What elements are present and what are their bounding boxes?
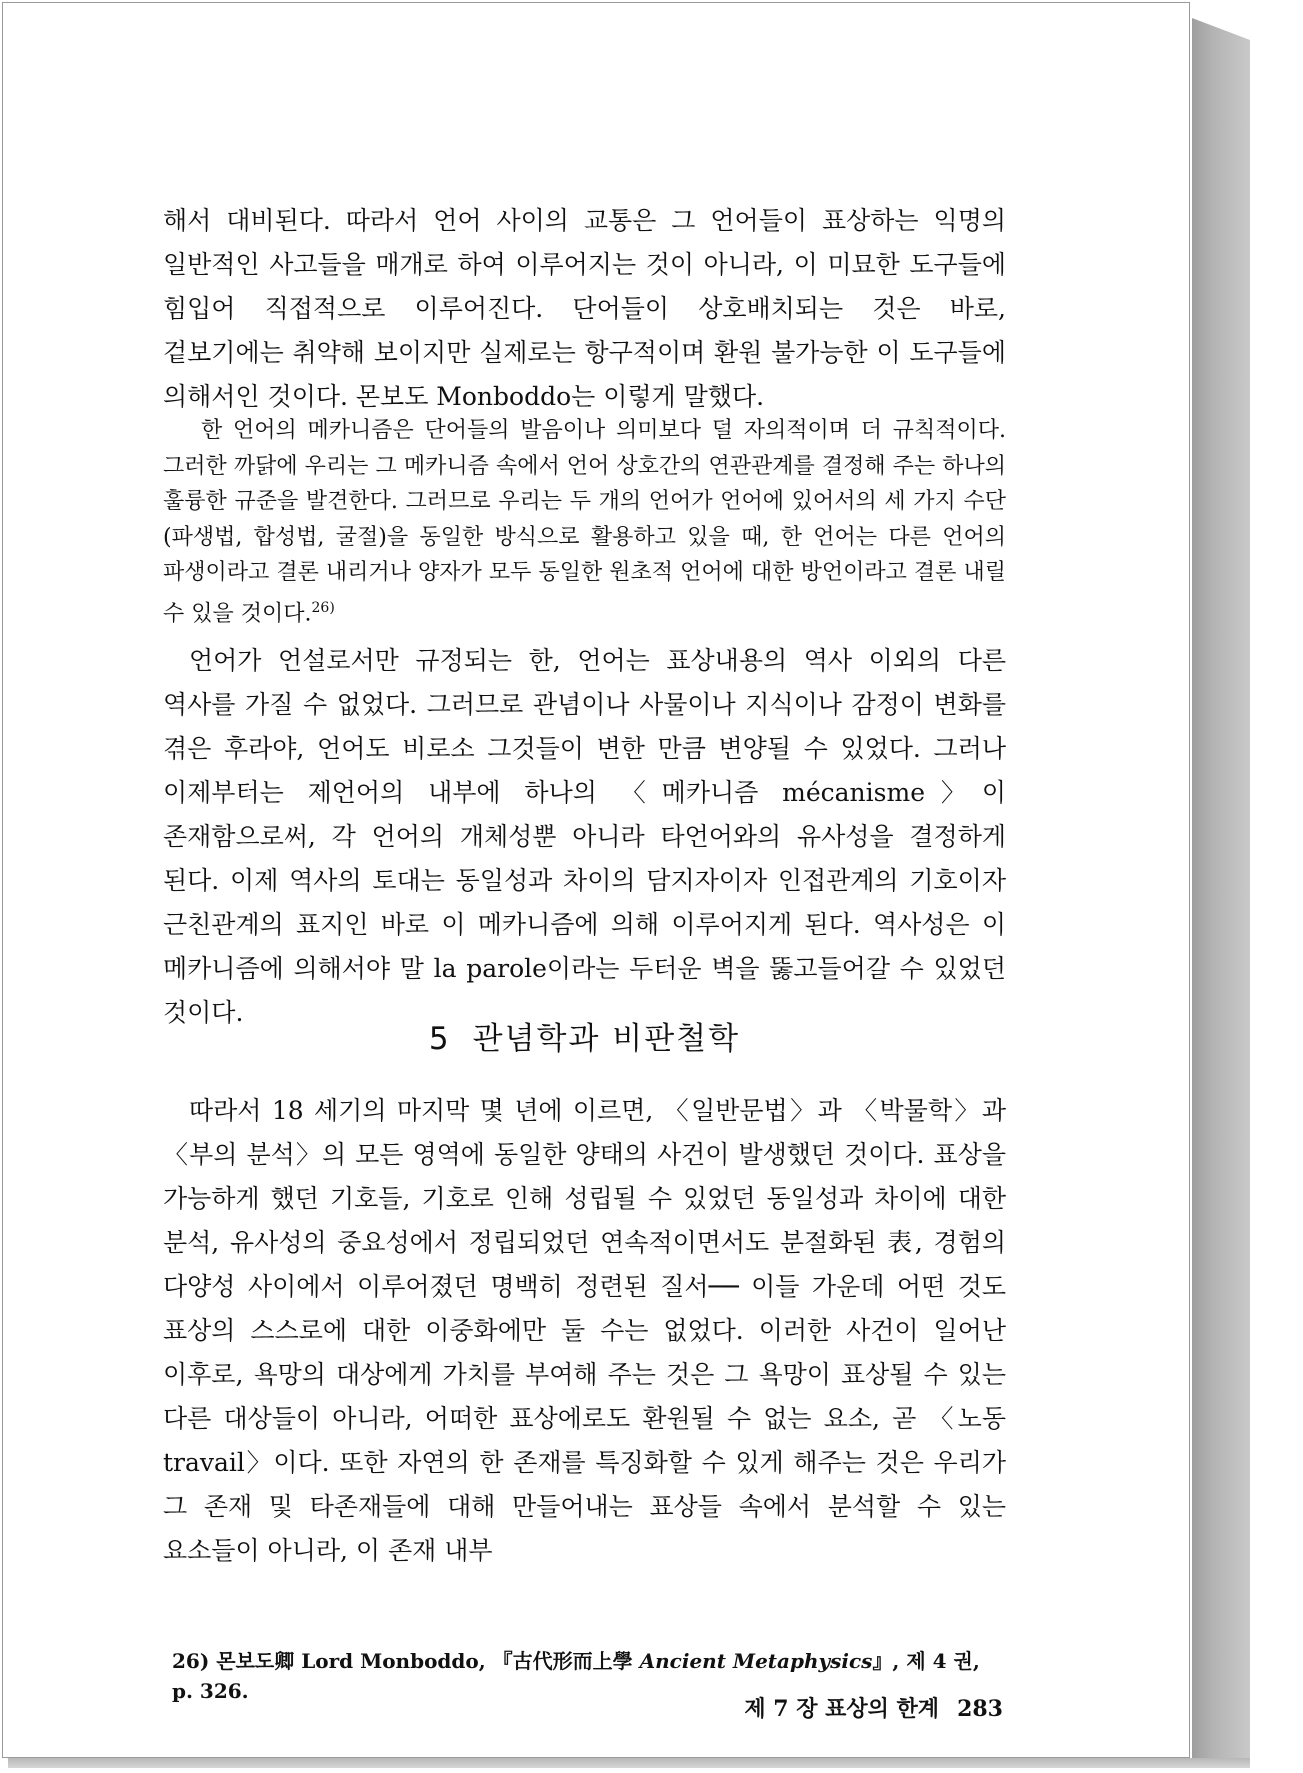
footnote-text: 몬보도卿 Lord Monboddo, 『古代形而上學 xyxy=(216,1649,640,1673)
footnote-marker: 26) xyxy=(172,1649,210,1673)
book-page xyxy=(2,2,1190,1758)
book-edge-side xyxy=(1192,18,1250,1763)
section-title: 관념학과 비판철학 xyxy=(472,1021,741,1057)
footnote-book-title: Ancient Metaphysics xyxy=(639,1649,873,1673)
paragraph-continued: 해서 대비된다. 따라서 언어 사이의 교통은 그 언어들이 표상하는 익명의 일반적인 사고들을 매개로 하여 이루어지는 것이 아니라, 이 미묘한 도구들에 힘입어 직접적으로 이루어진다. 단어들이 상호배치되는 것은 바로, 겉보기에는 취약해 보이지만 실제로는 항구적이며 환원 불가능한 이 도구들에 의해서인 것이다. 몬보도 Monboddo는 이렇게 말했다. xyxy=(163,206,1006,411)
section-heading xyxy=(163,1013,1006,1058)
chapter-title: 제 7 장 표상의 한계 xyxy=(744,1696,940,1722)
section-number: 5 xyxy=(428,1021,451,1057)
running-footer xyxy=(660,1692,1003,1723)
footnote-ref-26: 26) xyxy=(311,599,335,616)
page-number: 283 xyxy=(957,1696,1003,1722)
paragraph-section-5: 따라서 18 세기의 마지막 몇 년에 이르면, 〈일반문법〉과 〈박물학〉과 〈부의 분석〉의 모든 영역에 동일한 양태의 사건이 발생했던 것이다. 표상을 가능하게 했던 기호들, 기호로 인해 성립될 수 있었던 동일성과 차이에 대한 분석, 유사성의 중요성에서 정립되었던 연속적이면서도 분절화된 表, 경험의 다양성 사이에서 이루어졌던 명백히 정련된 질서── 이들 가운데 어떤 것도 표상의 스스로에 대한 이중화에만 둘 수는 없었다. 이러한 사건이 일어난 이후로, 욕망의 대상에게 가치를 부여해 주는 것은 그 욕망이 표상될 수 있는 다른 대상들이 아니라, 어떠한 표상에로도 환원될 수 없는 요소, 곧 〈노동 travail〉이다. 또한 자연의 한 존재를 특징화할 수 있게 해주는 것은 우리가 그 존재 및 타존재들에 대해 만들어내는 표상들 속에서 분석할 수 있는 요소들이 아니라, 이 존재 내부 xyxy=(163,1096,1006,1565)
footnote-text-end: 』, 제 4 권, p. 326. xyxy=(172,1649,980,1703)
block-quote-text: 한 언어의 메카니즘은 단어들의 발음이나 의미보다 덜 자의적이며 더 규칙적이다. 그러한 까닭에 우리는 그 메카니즘 속에서 언어 상호간의 연관관계를 결정해 주는 하나의 훌륭한 규준을 발견한다. 그러므로 우리는 두 개의 언어가 언어에 있어서의 세 가지 수단(파생법, 합성법, 굴절)을 동일한 방식으로 활용하고 있을 때, 한 언어는 다른 언어의 파생이라고 결론 내리거나 양자가 모두 동일한 원초적 언어에 대한 방언이라고 결론 내릴 수 있을 것이다. xyxy=(163,418,1006,626)
paragraph-mechanism: 언어가 언설로서만 규정되는 한, 언어는 표상내용의 역사 이외의 다른 역사를 가질 수 없었다. 그러므로 관념이나 사물이나 지식이나 감정이 변화를 겪은 후라야, 언어도 비로소 그것들이 변한 만큼 변양될 수 있었다. 그러나 이제부터는 제언어의 내부에 하나의 〈메카니즘 mécanisme〉이 존재함으로써, 각 언어의 개체성뿐 아니라 타언어와의 유사성을 결정하게 된다. 이제 역사의 토대는 동일성과 차이의 담지자이자 인접관계의 기호이자 근친관계의 표지인 바로 이 메카니즘에 의해 이루어지게 된다. 역사성은 이 메카니즘에 의해서야 말 la parole이라는 두터운 벽을 뚫고들어갈 수 있었던 것이다. xyxy=(163,646,1006,1027)
book-edge-bottom xyxy=(8,1758,1250,1768)
block-quote xyxy=(163,413,1006,631)
